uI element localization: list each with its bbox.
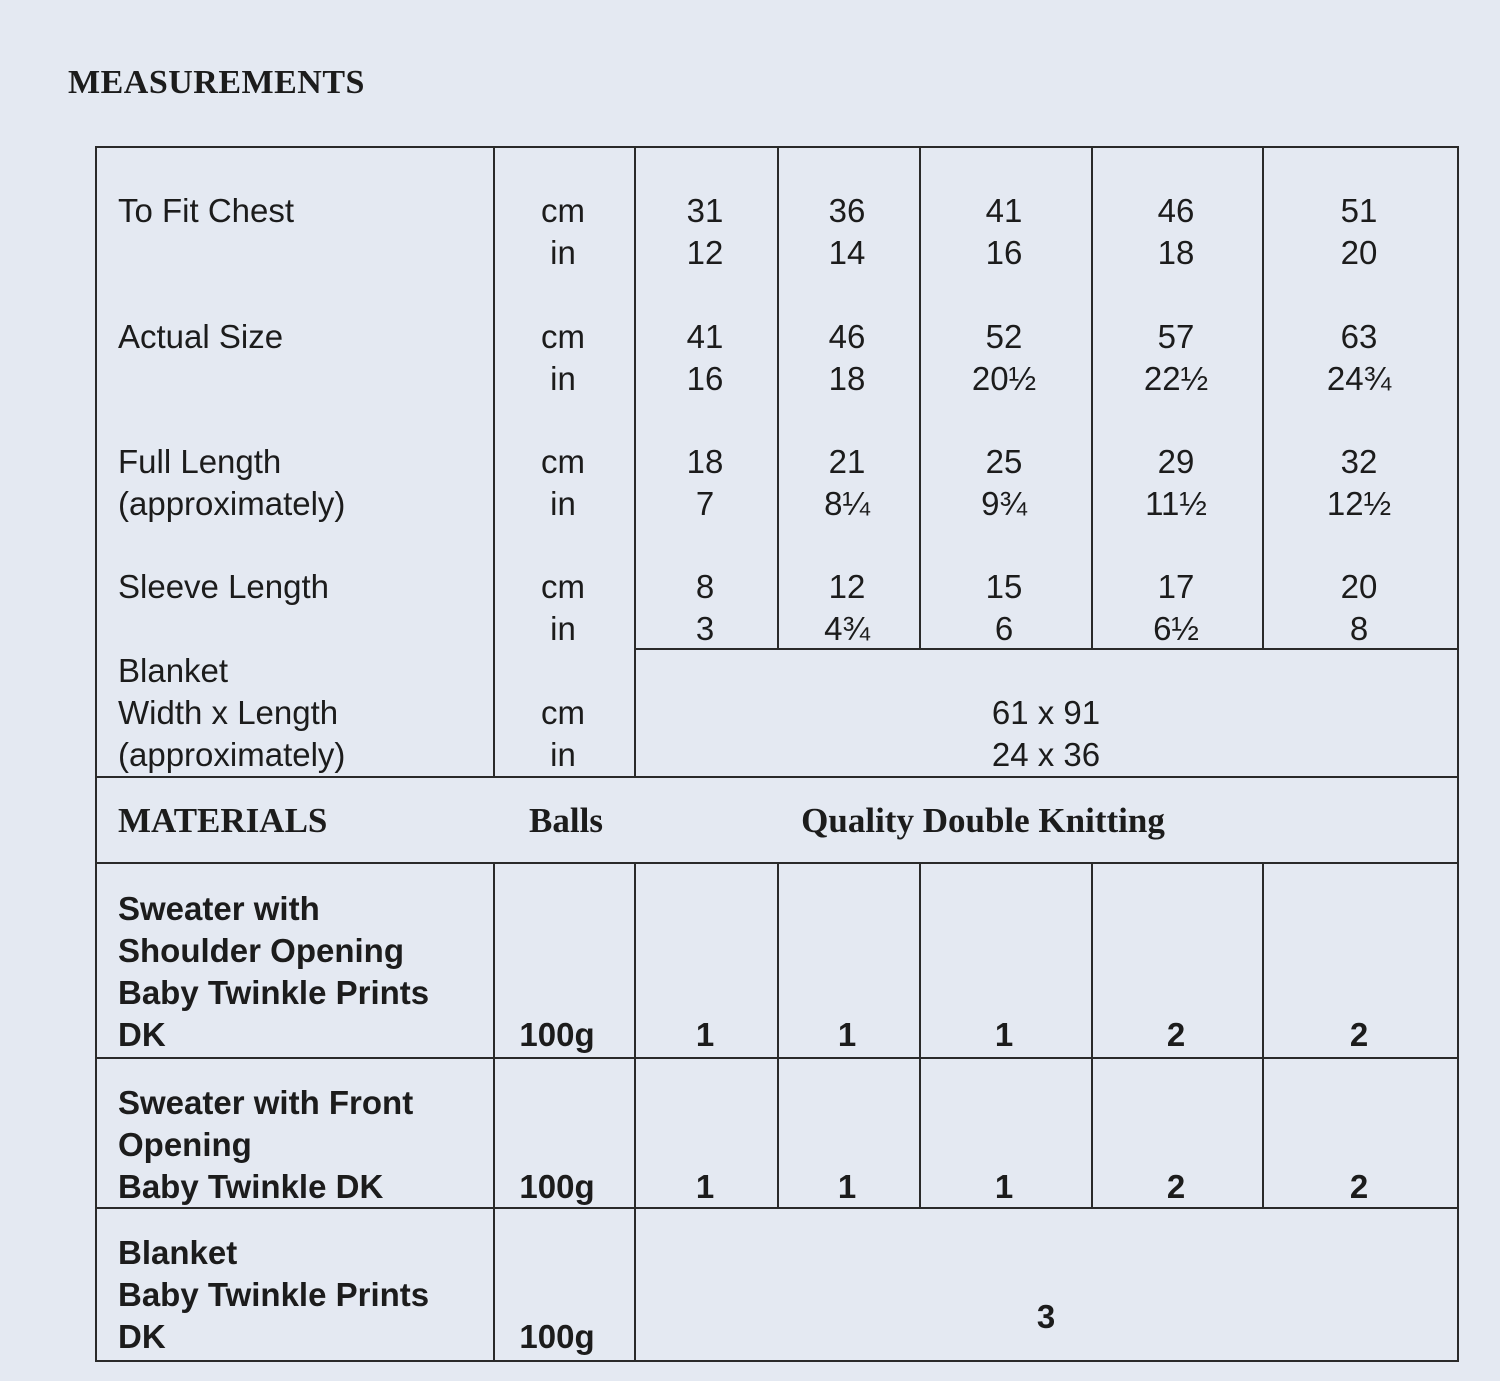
material-name: Blanket xyxy=(118,1234,238,1271)
unit-in: in xyxy=(550,610,576,647)
size-value-cm: 31 xyxy=(686,192,724,229)
unit-cm: cm xyxy=(541,443,585,480)
row-label: Full Length xyxy=(118,443,282,480)
size-value-in: 9¾ xyxy=(981,485,1027,522)
size-value-in: 16 xyxy=(985,234,1023,271)
table-left-border xyxy=(95,146,97,1360)
col-divider-size xyxy=(777,146,779,648)
ball-quantity: 1 xyxy=(994,1168,1014,1205)
row-label: Actual Size xyxy=(118,318,284,355)
col-divider-size xyxy=(1262,862,1264,1207)
table-right-border xyxy=(1457,146,1459,1362)
size-value-in: 14 xyxy=(828,234,866,271)
size-value-cm: 25 xyxy=(985,443,1023,480)
blanket-size-cm: 61 x 91 xyxy=(991,694,1101,731)
table-top-border xyxy=(95,146,1457,148)
material-name: Shoulder Opening xyxy=(118,932,404,969)
blanket-divider xyxy=(634,648,1457,650)
size-value-in: 6 xyxy=(994,610,1014,647)
unit-cm: cm xyxy=(541,568,585,605)
ball-quantity: 2 xyxy=(1166,1016,1186,1053)
size-value-in: 20 xyxy=(1340,234,1378,271)
col-divider-sizes xyxy=(634,862,636,1360)
material-name: Sweater with Front xyxy=(118,1084,414,1121)
col-divider-units xyxy=(493,862,495,1360)
material-name: DK xyxy=(118,1016,166,1053)
size-value-in: 16 xyxy=(686,360,724,397)
col-divider-size xyxy=(1091,146,1093,648)
size-value-cm: 36 xyxy=(828,192,866,229)
unit-cm: cm xyxy=(541,192,585,229)
ball-quantity: 3 xyxy=(1036,1298,1056,1335)
size-value-cm: 46 xyxy=(828,318,866,355)
size-value-cm: 57 xyxy=(1157,318,1195,355)
col-divider-sizes xyxy=(634,146,636,776)
size-value-in: 6½ xyxy=(1153,610,1199,647)
ball-quantity: 1 xyxy=(695,1016,715,1053)
size-value-cm: 52 xyxy=(985,318,1023,355)
size-value-cm: 21 xyxy=(828,443,866,480)
size-value-cm: 63 xyxy=(1340,318,1378,355)
material-name: Baby Twinkle Prints xyxy=(118,1276,430,1313)
size-value-in: 11½ xyxy=(1145,485,1207,522)
material-name: Opening xyxy=(118,1126,252,1163)
size-value-cm: 18 xyxy=(686,443,724,480)
row-label: To Fit Chest xyxy=(118,192,295,229)
material-name: Baby Twinkle Prints xyxy=(118,974,430,1011)
size-value-cm: 41 xyxy=(985,192,1023,229)
ball-quantity: 1 xyxy=(837,1016,857,1053)
size-value-cm: 20 xyxy=(1340,568,1378,605)
unit-cm: cm xyxy=(541,694,585,731)
quality-heading: Quality Double Knitting xyxy=(801,801,1165,840)
size-value-in: 7 xyxy=(695,485,715,522)
ball-quantity: 2 xyxy=(1349,1016,1369,1053)
col-divider-size xyxy=(919,146,921,648)
unit-in: in xyxy=(550,360,576,397)
ball-weight: 100g xyxy=(519,1016,595,1053)
size-value-cm: 8 xyxy=(695,568,715,605)
blanket-size-in: 24 x 36 xyxy=(991,736,1101,773)
col-divider-size xyxy=(919,862,921,1207)
unit-in: in xyxy=(550,736,576,773)
ball-quantity: 1 xyxy=(837,1168,857,1205)
material-name: Baby Twinkle DK xyxy=(118,1168,384,1205)
size-value-in: 18 xyxy=(828,360,866,397)
size-value-cm: 41 xyxy=(686,318,724,355)
section-divider xyxy=(95,776,1457,778)
col-divider-size xyxy=(777,862,779,1207)
row-divider xyxy=(95,1057,1457,1059)
unit-in: in xyxy=(550,485,576,522)
size-value-cm: 51 xyxy=(1340,192,1378,229)
size-value-in: 20½ xyxy=(971,360,1037,397)
ball-weight: 100g xyxy=(519,1168,595,1205)
balls-heading: Balls xyxy=(529,801,603,840)
ball-quantity: 2 xyxy=(1166,1168,1186,1205)
col-divider-units xyxy=(493,146,495,776)
size-value-in: 22½ xyxy=(1143,360,1209,397)
ball-weight: 100g xyxy=(519,1318,595,1355)
material-name: DK xyxy=(118,1318,166,1355)
row-label: Sleeve Length xyxy=(118,568,330,605)
blanket-label-sub: (approximately) xyxy=(118,736,346,773)
size-value-in: 18 xyxy=(1157,234,1195,271)
size-value-cm: 32 xyxy=(1340,443,1378,480)
col-divider-size xyxy=(1091,862,1093,1207)
material-name: Sweater with xyxy=(118,890,320,927)
ball-quantity: 1 xyxy=(695,1168,715,1205)
size-value-cm: 46 xyxy=(1157,192,1195,229)
size-value-in: 3 xyxy=(695,610,715,647)
size-value-in: 12 xyxy=(686,234,724,271)
blanket-label: Blanket xyxy=(118,652,229,689)
size-value-cm: 29 xyxy=(1157,443,1195,480)
unit-cm: cm xyxy=(541,318,585,355)
size-value-in: 24¾ xyxy=(1326,360,1392,397)
table-bottom-border xyxy=(95,1360,1459,1362)
size-value-in: 12½ xyxy=(1326,485,1392,522)
unit-in: in xyxy=(550,234,576,271)
materials-heading: MATERIALS xyxy=(118,801,328,840)
page-title: MEASUREMENTS xyxy=(68,64,365,101)
col-divider-size xyxy=(1262,146,1264,648)
ball-quantity: 1 xyxy=(994,1016,1014,1053)
size-value-in: 8 xyxy=(1349,610,1369,647)
size-value-cm: 15 xyxy=(985,568,1023,605)
size-value-in: 8¼ xyxy=(824,485,870,522)
size-value-cm: 17 xyxy=(1157,568,1195,605)
materials-header-divider xyxy=(95,862,1457,864)
blanket-label-sub: Width x Length xyxy=(118,694,339,731)
row-label-sub: (approximately) xyxy=(118,485,346,522)
size-value-in: 4¾ xyxy=(824,610,870,647)
ball-quantity: 2 xyxy=(1349,1168,1369,1205)
size-value-cm: 12 xyxy=(828,568,866,605)
